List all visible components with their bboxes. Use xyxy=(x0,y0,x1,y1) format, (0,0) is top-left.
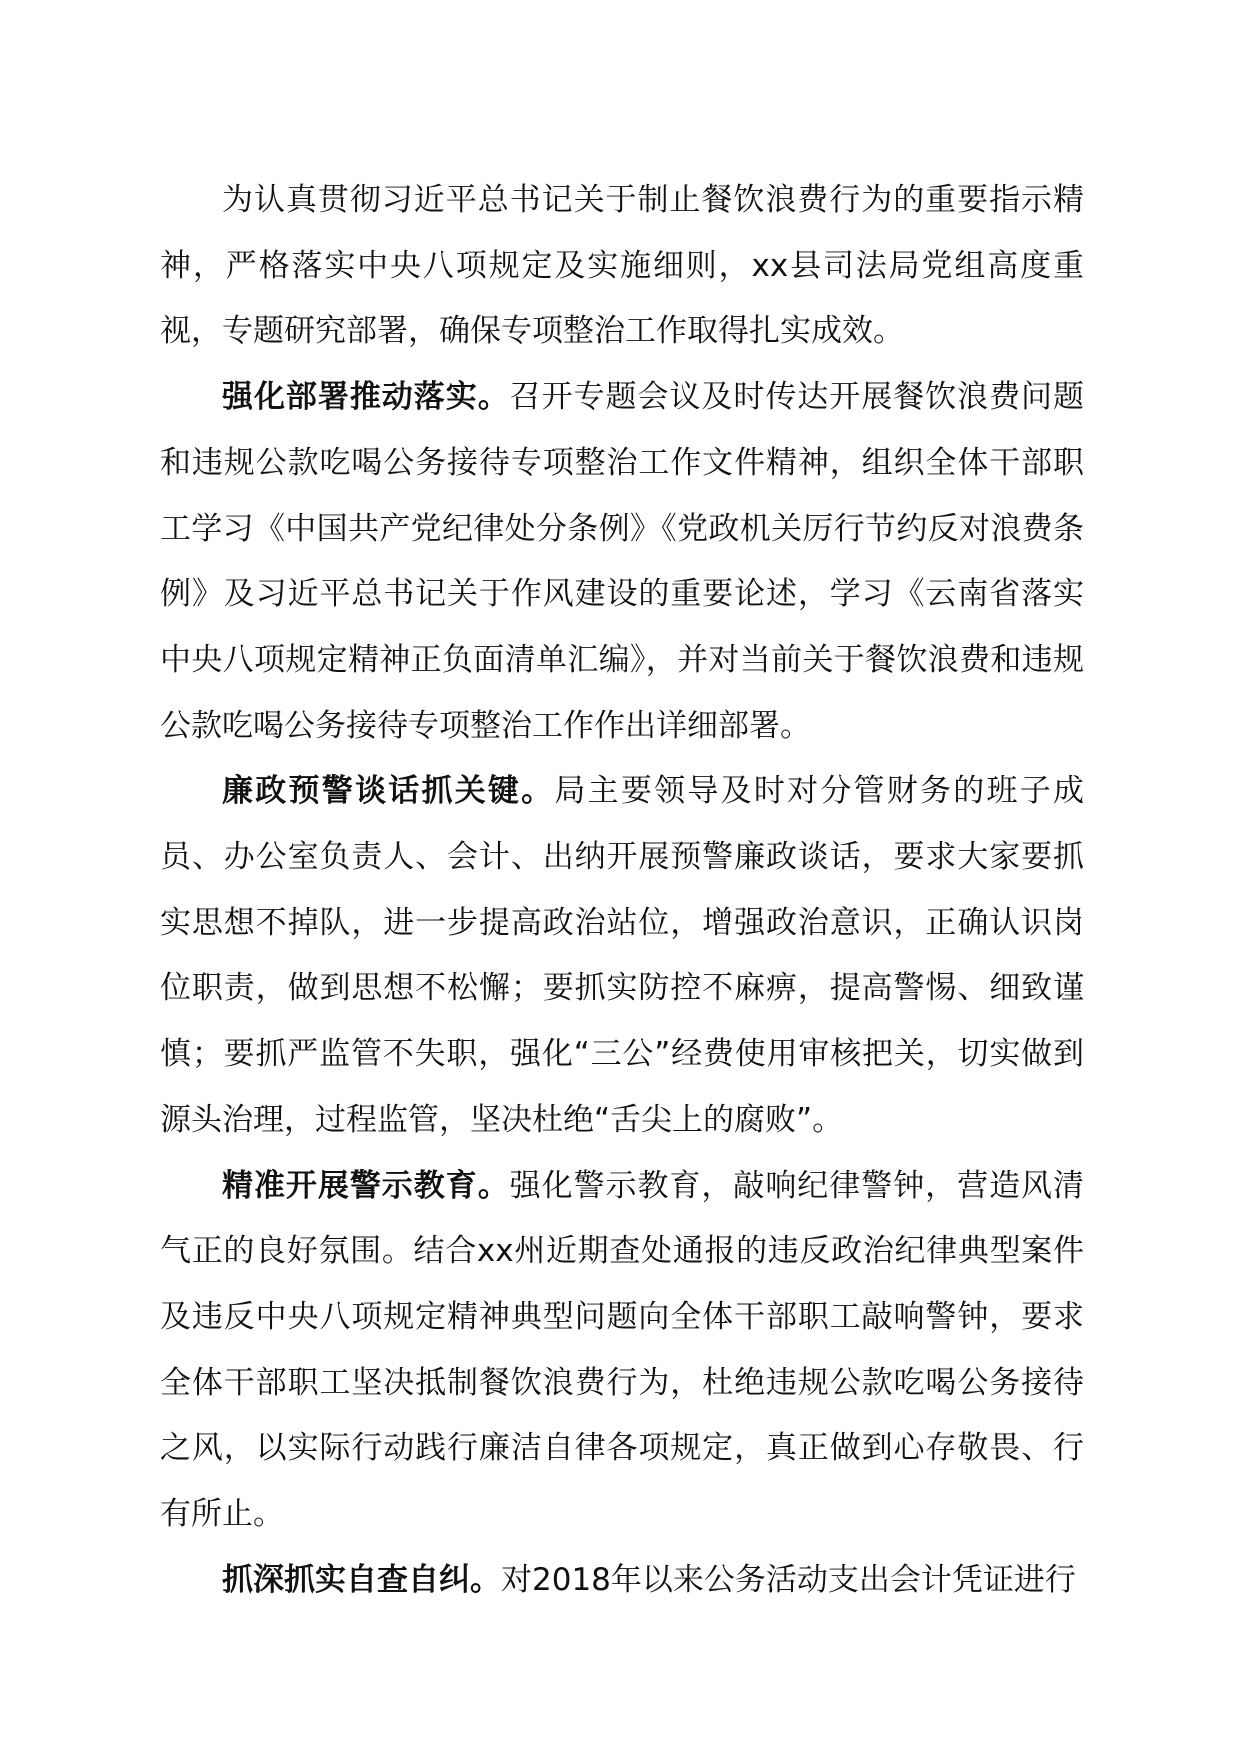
paragraph-text: 对2018年以来公务活动支出会计凭证进行 xyxy=(501,1561,1076,1598)
paragraph-heading: 廉政预警谈话抓关键。 xyxy=(222,773,555,810)
paragraph-warning-education xyxy=(160,1154,1084,1548)
paragraph-self-inspection xyxy=(160,1548,1084,1614)
document-body xyxy=(160,168,1084,1613)
paragraph-heading: 抓深抓实自查自纠。 xyxy=(222,1561,501,1598)
paragraph-text: 局主要领导及时对分管财务的班子成员、办公室负责人、会计、出纳开展预警廉政谈话，要求大家要抓实思想不掉队，进一步提高政治站位，增强政治意识，正确认识岗位职责，做到思想不松懈；要抓实防控不麻痹，提高警惕、细致谨慎；要抓严监管不失职，强化“三公”经费使用审核把关，切实做到源头治理，过程监管，坚决杜绝“舌尖上的腐败”。 xyxy=(160,773,1085,1138)
paragraph-deployment xyxy=(160,365,1084,759)
paragraph-text: 召开专题会议及时传达开展餐饮浪费问题和违规公款吃喝公务接待专项整治工作文件精神，组织全体干部职工学习《中国共产党纪律处分条例》《党政机关厉行节约反对浪费条例》及习近平总书记关于作风建设的重要论述，学习《云南省落实中央八项规定精神正负面清单汇编》，并对当前关于餐饮浪费和违规公款吃喝公务接待专项整治工作作出详细部署。 xyxy=(160,379,1085,744)
paragraph-intro xyxy=(160,168,1084,365)
paragraph-heading: 精准开展警示教育。 xyxy=(222,1167,510,1204)
paragraph-text: 强化警示教育，敲响纪律警钟，营造风清气正的良好氛围。结合xx州近期查处通报的违反政治纪律典型案件及违反中央八项规定精神典型问题向全体干部职工敲响警钟，要求全体干部职工坚决抵制餐饮浪费行为，杜绝违规公款吃喝公务接待之风，以实际行动践行廉洁自律各项规定，真正做到心存敬畏、行有所止。 xyxy=(160,1167,1085,1533)
paragraph-text: 为认真贯彻习近平总书记关于制止餐饮浪费行为的重要指示精神，严格落实中央八项规定及实施细则，xx县司法局党组高度重视，专题研究部署，确保专项整治工作取得扎实成效。 xyxy=(160,182,1084,350)
paragraph-heading: 强化部署推动落实。 xyxy=(222,379,510,416)
paragraph-integrity-talk xyxy=(160,759,1084,1153)
